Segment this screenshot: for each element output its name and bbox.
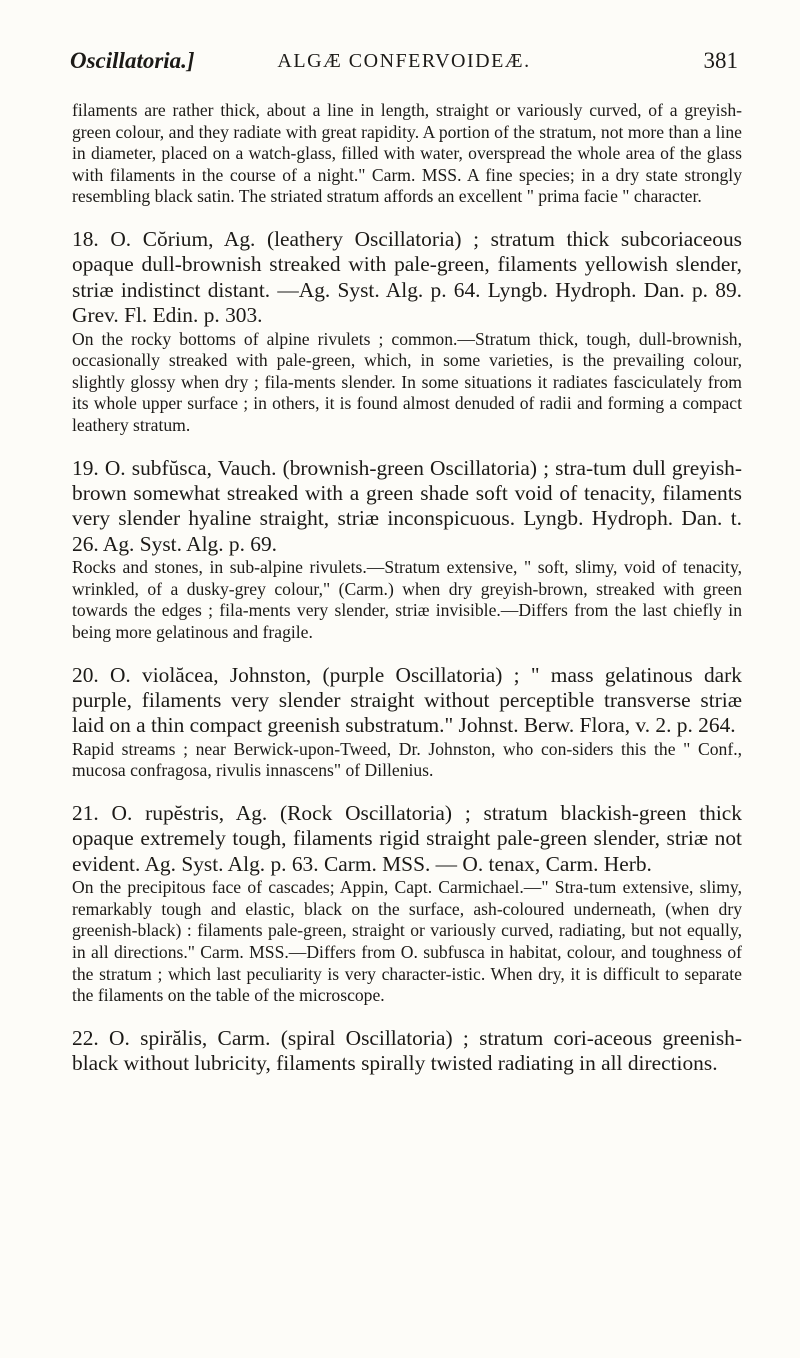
header-genus: Oscillatoria.] [70,48,195,73]
species-notes: Rocks and stones, in sub-alpine rivulets.—Stratum extensive, " soft, slimy, void of tenacity, wrinkled, of a dusky-grey colour," (Carm.) when dry greyish-brown, streaked with green towards the edges ; fila-ments very slender, striæ invisible.—Differs from the last chiefly in being more gelatinous and fragile. [72,557,742,642]
species-diagnosis: 20. O. violăcea, Johnston, (purple Oscillatoria) ; " mass gelatinous dark purple, filaments very slender straight without perceptible transverse striæ laid on a thin compact greenish substratum." Johnst. Berw. Flora, v. 2. p. 264. [72,662,742,738]
species-diagnosis: 18. O. Cŏrium, Ag. (leathery Oscillatoria) ; stratum thick subcoriaceous opaque dull-brownish streaked with pale-green, filaments yellowish slender, striæ indistinct distant. —Ag. Syst. Alg. p. 64. Lyngb. Hydroph. Dan. p. 89. Grev. Fl. Edin. p. 303. [72,226,742,328]
species-diagnosis: 19. O. subfŭsca, Vauch. (brownish-green Oscillatoria) ; stra-tum dull greyish-brown somewhat streaked with a green shade soft void of tenacity, filaments very slender hyaline straight, striæ inconspicuous. Lyngb. Hydroph. Dan. t. 26. Ag. Syst. Alg. p. 69. [72,455,742,556]
page-number: 381 [703,48,738,73]
species-entry [72,663,742,782]
species-diagnosis: 21. O. rupĕstris, Ag. (Rock Oscillatoria) ; stratum blackish-green thick opaque extremely tough, filaments rigid straight pale-green slender, striæ not evident. Ag. Syst. Alg. p. 63. Carm. MSS. — O. tenax, Carm. Herb. [72,800,742,876]
running-header [70,48,738,82]
species-entry [72,801,742,1007]
species-notes: On the precipitous face of cascades; Appin, Capt. Carmichael.—" Stra-tum extensive, slimy, remarkably tough and elastic, black on the surface, ash-coloured underneath, (when dry greenish-black) : filaments pale-green, straight or variously curved, radiating, but not equally, in all directions." Carm. MSS.—Differs from O. subfusca in habitat, colour, and toughness of the stratum ; which last peculiarity is very character-istic. When dry, it is difficult to separate the filaments on the table of the microscope. [72,877,742,1006]
species-diagnosis: 22. O. spirălis, Carm. (spiral Oscillatoria) ; stratum cori-aceous greenish-black without lubricity, filaments spirally twisted radiating in all directions. [72,1025,742,1076]
page-body [72,100,742,1077]
species-notes: On the rocky bottoms of alpine rivulets ; common.—Stratum thick, tough, dull-brownish, occasionally streaked with pale-green, which, in some varieties, is the prevailing colour, slightly glossy when dry ; fila-ments slender. In some situations it radiates fasciculately from its whole upper surface ; in others, it is found almost denuded of radii and forming a compact leathery stratum. [72,328,742,435]
species-entry [72,227,742,437]
species-entry [72,456,742,644]
species-notes: Rapid streams ; near Berwick-upon-Tweed, Dr. Johnston, who con-siders this the " Conf., mucosa confragosa, rivulis innascens" of Dillenius. [72,738,742,781]
species-entry [72,1026,742,1077]
continued-paragraph: filaments are rather thick, about a line in length, straight or variously curved, of a greyish-green colour, and they radiate with great rapidity. A portion of the stratum, not more than a line in diameter, placed on a watch-glass, filled with water, overspread the whole area of the glass with filaments in the course of a night." Carm. MSS. A fine species; in a dry state strongly resembling black satin. The striated stratum affords an excellent " prima facie " character. [72,100,742,207]
header-title: ALGÆ CONFERVOIDEÆ. [277,50,531,72]
